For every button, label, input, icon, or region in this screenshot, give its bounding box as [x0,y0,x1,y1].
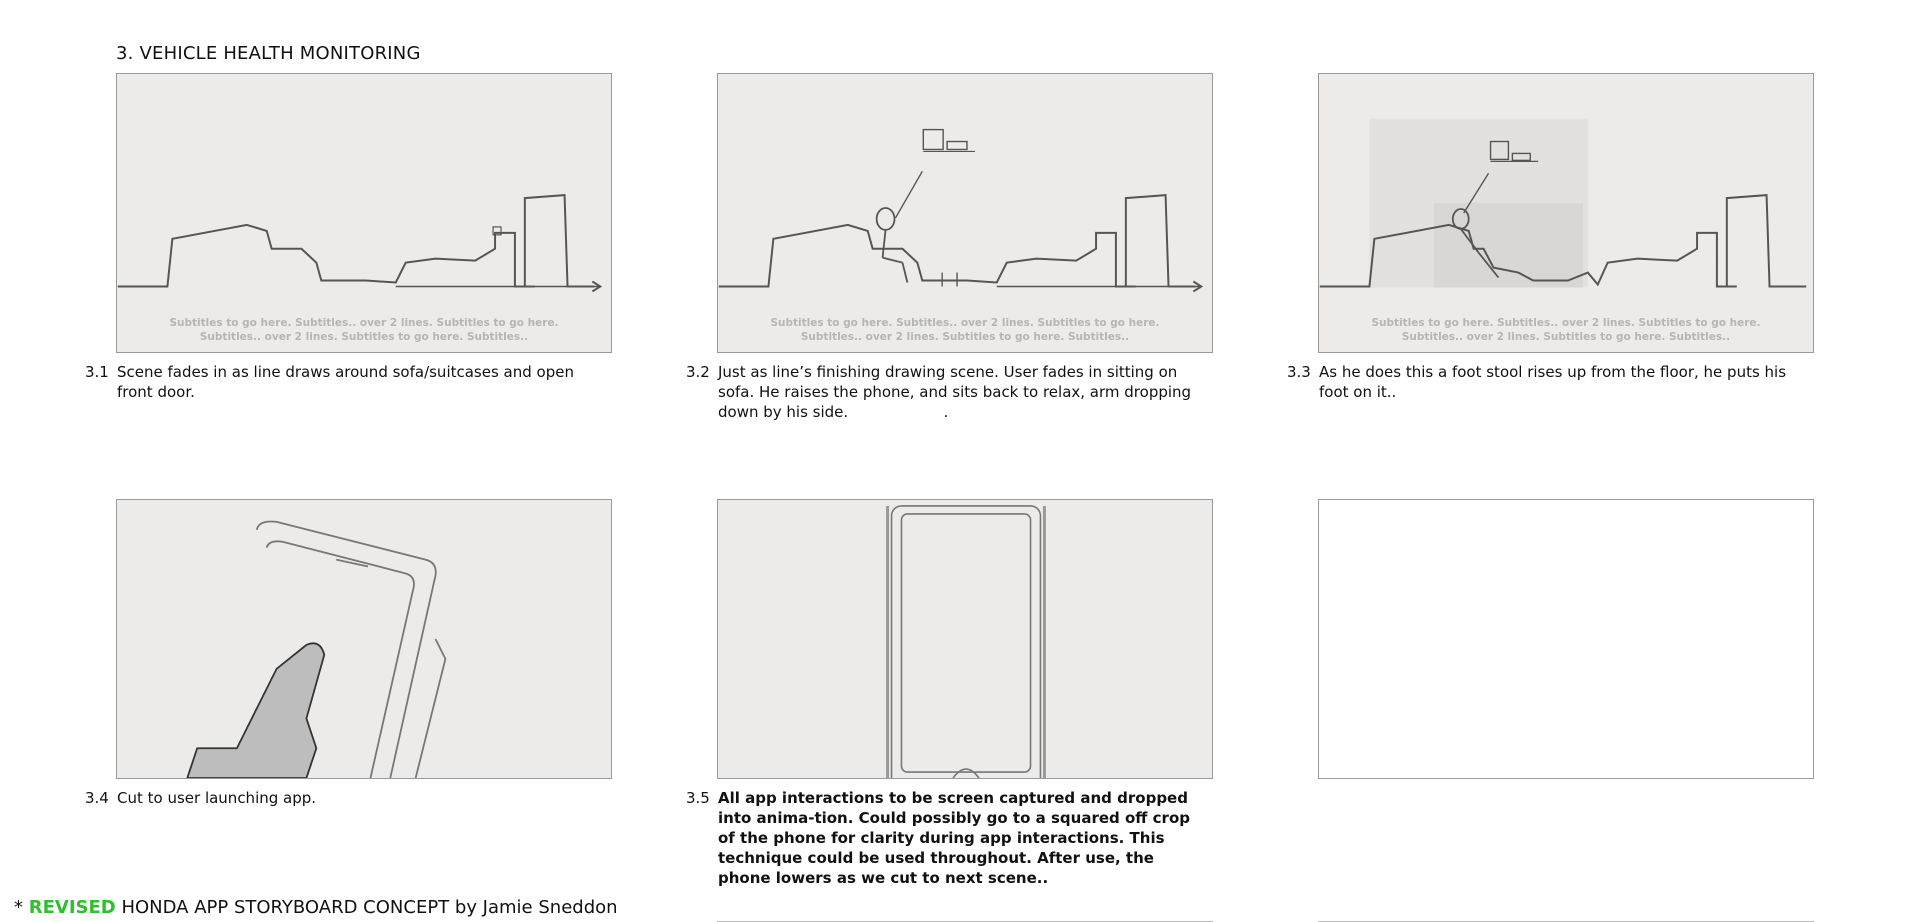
subtitle-line-1: Subtitles to go here. Subtitles.. over 2 lines. Subtitles to go here. [770,317,1160,329]
panel-frame-3-1 [116,73,612,353]
caption-number: 3.5 [686,789,710,807]
subtitle-line-1: Subtitles to go here. Subtitles.. over 2 lines. Subtitles to go here. [169,317,559,329]
caption-text: As he does this a foot stool rises up from the floor, he puts his foot on it.. [1319,363,1787,401]
revised-badge: REVISED [28,897,116,918]
caption-number: 3.1 [85,363,109,381]
panel-frame-3-5 [717,499,1213,779]
section-title: 3. VEHICLE HEALTH MONITORING [116,43,421,64]
sketch-user-on-sofa [718,74,1212,352]
caption-text: All app interactions to be screen captured and dropped into anima-tion. Could possibly go to a squared off crop of the phone for clarity during app interactions. This technique could be used throughout. After use, the phone lowers as we cut to next scene.. [718,789,1190,887]
caption-number: 3.3 [1287,363,1311,381]
caption-text: Cut to user launching app. [117,789,317,807]
sketch-foot-stool [1319,74,1813,352]
panel-frame-blank [1318,499,1814,779]
footer-prefix: * [14,897,29,918]
panel-frame-3-4 [116,499,612,779]
subtitle-line-2: Subtitles.. over 2 lines. Subtitles to go here. Subtitles.. [1401,331,1731,343]
panel-frame-3-2 [717,73,1213,353]
footer-credit [14,897,618,918]
footer-title: HONDA APP STORYBOARD CONCEPT by Jamie Sneddon [115,897,618,918]
caption-text: Scene fades in as line draws around sofa/suitcases and open front door. [117,363,574,401]
panel-frame-3-3 [1318,73,1814,353]
subtitle-line-1: Subtitles to go here. Subtitles.. over 2 lines. Subtitles to go here. [1371,317,1761,329]
caption-number: 3.4 [85,789,109,807]
caption-number: 3.2 [686,363,710,381]
subtitle-line-2: Subtitles.. over 2 lines. Subtitles to go here. Subtitles.. [199,331,529,343]
sketch-skyline-empty [117,74,611,352]
sketch-hand-launching-app [117,500,611,778]
sketch-phone-front [718,500,1212,778]
subtitle-line-2: Subtitles.. over 2 lines. Subtitles to go here. Subtitles.. [800,331,1130,343]
caption-text: Just as line’s finishing drawing scene. User fades in sitting on sofa. He raises the phone, and sits back to relax, arm dropping down by his side. . [718,363,1196,421]
